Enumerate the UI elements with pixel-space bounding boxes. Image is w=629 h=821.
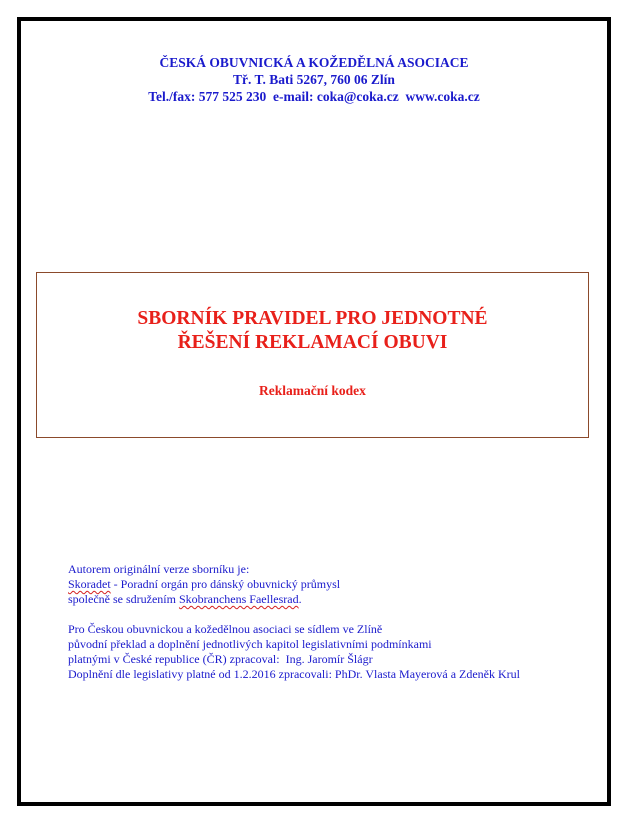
credits-line-translation: původní překlad a doplnění jednotlivých kapitol legislativními podmínkami [68, 637, 432, 651]
credits-line-authors: Autorem originální verze sborníku je: [68, 562, 250, 576]
organization-contact: Tel./fax: 577 525 230 e-mail: coka@coka.cz www.coka.cz [148, 89, 480, 104]
credits-spacer [68, 607, 520, 622]
spellcheck-word-skoradet: Skoradet [68, 577, 111, 591]
document-title [37, 307, 588, 355]
spellcheck-word-skobranchens: Skobranchens Faellesrad [178, 592, 299, 606]
credits-line-association-start: společně se sdružením [68, 592, 179, 606]
credits-line-skoradet [68, 577, 520, 592]
credits-line-update: Doplnění dle legislativy platné od 1.2.2016 zpracovali: PhDr. Vlasta Mayerová a Zdeněk Krul [68, 667, 520, 681]
credits-line-translator: platnými v České republice (ČR) zpracoval: Ing. Jaromír Šlágr [68, 652, 373, 666]
organization-name: ČESKÁ OBUVNICKÁ A KOŽEDĚLNÁ ASOCIACE [159, 55, 469, 70]
credits-line-association-end: . [298, 592, 302, 606]
credits-line-coka: Pro Českou obuvnickou a kožedělnou asociaci se sídlem ve Zlíně [68, 622, 383, 636]
title-box [36, 272, 589, 438]
document-title-line-1: SBORNÍK PRAVIDEL PRO JEDNOTNÉ [137, 308, 488, 329]
organization-address: Tř. T. Bati 5267, 760 06 Zlín [233, 72, 395, 87]
credits-line-association [68, 592, 520, 607]
credits-block [68, 562, 520, 682]
document-page [17, 17, 611, 806]
credits-line-skoradet-rest: - Poradní orgán pro dánský obuvnický průmysl [110, 577, 341, 591]
document-subtitle: Reklamační kodex [259, 383, 366, 398]
letterhead [21, 54, 607, 105]
document-title-line-2: ŘEŠENÍ REKLAMACÍ OBUVI [177, 332, 448, 353]
